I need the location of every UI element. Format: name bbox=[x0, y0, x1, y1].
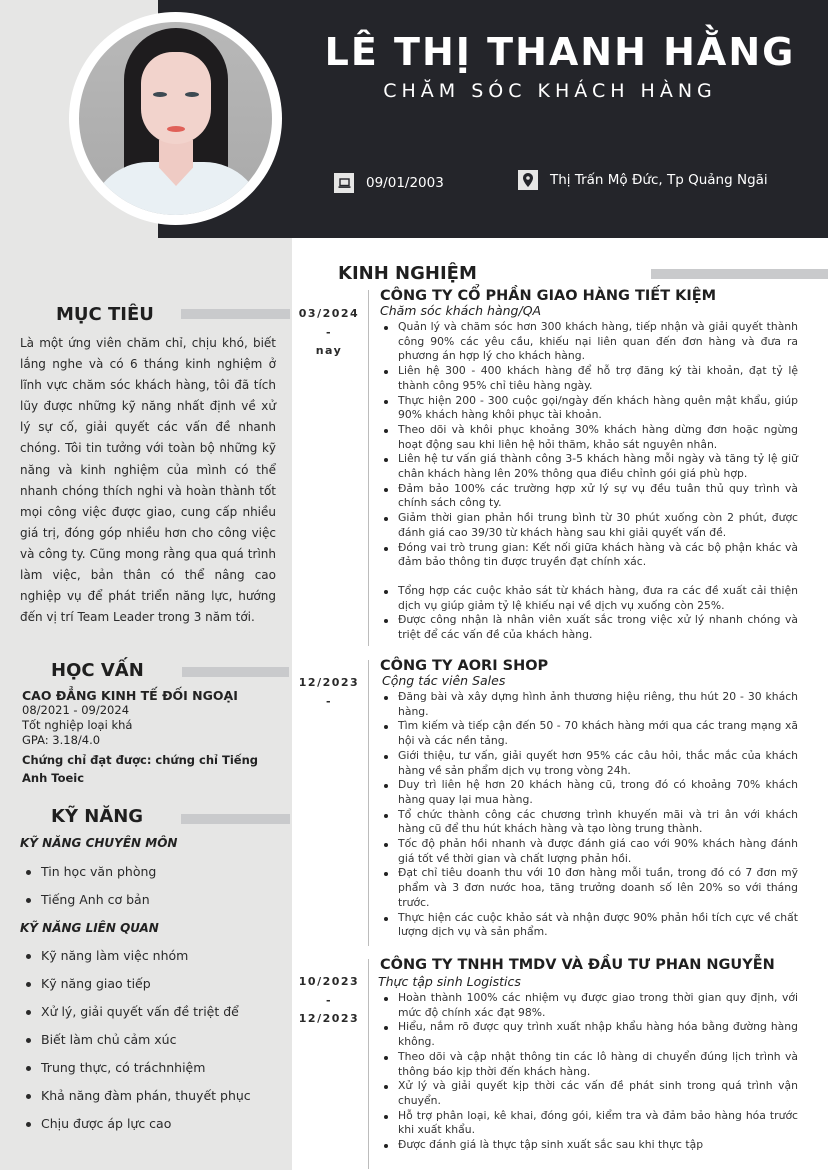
professional-skills-heading: KỸ NĂNG CHUYÊN MÔN bbox=[20, 836, 178, 850]
map-pin-icon bbox=[518, 170, 538, 190]
job-date-end: nay bbox=[315, 344, 343, 357]
job-date-end: 12/2023 bbox=[298, 1012, 360, 1025]
job-bullets bbox=[378, 320, 798, 643]
dob-text: 09/01/2003 bbox=[366, 175, 444, 191]
job-bullet: Xử lý và giải quyết kịp thời các vấn đề phát sinh trong quá trình vận chuyển. bbox=[378, 1079, 798, 1108]
company-name: CÔNG TY TNHH TMDV VÀ ĐẦU TƯ PHAN NGUYỄN bbox=[380, 957, 775, 973]
job-date-separator: - bbox=[325, 325, 333, 339]
job-date-start: 10/2023 bbox=[298, 975, 360, 988]
skill-item: Trung thực, có tráchnhiệm bbox=[22, 1054, 282, 1082]
job-bullet: Tổng hợp các cuộc khảo sát từ khách hàng, đưa ra các đề xuất cải thiện dịch vụ giúp giảm tỷ lệ khiếu nại về dịch vụ xuống còn 25%. bbox=[378, 584, 798, 613]
skill-item: Tin học văn phòng bbox=[22, 858, 282, 886]
job-date-separator: - bbox=[325, 694, 333, 708]
job-bullets bbox=[378, 991, 798, 1153]
job-bullet: Duy trì liên hệ hơn 20 khách hàng cũ, trong đó có khoảng 70% khách hàng quay lại mua hàng. bbox=[378, 778, 798, 807]
candidate-name: LÊ THỊ THANH HẰNG bbox=[324, 30, 796, 74]
education-period: 08/2021 - 09/2024 bbox=[22, 703, 130, 717]
date-of-birth bbox=[334, 173, 444, 193]
company-name: CÔNG TY CỔ PHẦN GIAO HÀNG TIẾT KIỆM bbox=[380, 288, 717, 304]
skill-item: Chịu được áp lực cao bbox=[22, 1110, 282, 1138]
objective-divider bbox=[181, 309, 290, 319]
job-bullet: Tìm kiếm và tiếp cận đến 50 - 70 khách hàng mới qua các trang mạng xã hội và các nền tảng. bbox=[378, 719, 798, 748]
job-role: Thực tập sinh Logistics bbox=[378, 974, 521, 989]
related-skills-heading: KỸ NĂNG LIÊN QUAN bbox=[20, 921, 159, 935]
job-date bbox=[292, 973, 366, 1029]
location-text: Thị Trấn Mộ Đức, Tp Quảng Ngãi bbox=[550, 172, 768, 188]
related-skills-list bbox=[22, 942, 282, 1138]
job-date-start: 12/2023 bbox=[298, 676, 360, 689]
company-name: CÔNG TY AORI SHOP bbox=[380, 658, 549, 674]
job-bullet: Tổ chức thành công các chương trình khuyến mãi và tri ân với khách hàng cũ để thu hút khách hàng và tạo lòng trung thành. bbox=[378, 808, 798, 837]
job-bullet: Theo dõi và khôi phục khoảng 30% khách hàng dừng đơn hoặc ngừng hoạt động sau khi liên hệ hỏi thăm, khảo sát nguyên nhân. bbox=[378, 423, 798, 452]
job-bullet: Đảm bảo 100% các trường hợp xử lý sự vụ đều tuân thủ quy trình và chính sách công ty. bbox=[378, 482, 798, 511]
job-bullet: Giới thiệu, tư vấn, giải quyết hơn 95% các câu hỏi, thắc mắc của khách hàng về sản phẩm dịch vụ trong vòng 24h. bbox=[378, 749, 798, 778]
professional-skills-list bbox=[22, 858, 282, 914]
timeline-line bbox=[368, 959, 369, 1169]
skills-divider bbox=[181, 814, 290, 824]
job-bullet: Đóng vai trò trung gian: Kết nối giữa khách hàng và các bộ phận khác và đảm bảo thông tin được truyền đạt chính xác. bbox=[378, 541, 798, 584]
job-date-separator: - bbox=[325, 993, 333, 1007]
job-date-start: 03/2024 bbox=[298, 307, 360, 320]
job-bullet: Hoàn thành 100% các nhiệm vụ được giao trong thời gian quy định, với mức độ chính xác đạt 98%. bbox=[378, 991, 798, 1020]
objective-text: Là một ứng viên chăm chỉ, chịu khó, biết lắng nghe và có 6 tháng kinh nghiệm ở lĩnh vực chăm sóc khách hàng, tôi đã tích lũy được những kỹ năng nhất định về xử lý sự cố, giải quyết các vấn đề nhanh chóng. Tôi tin tưởng với toàn bộ những kỹ năng và kinh nghiệm của mình có thể nhanh chóng thích nghi và hoàn thành tốt mọi công việc được giao, cung cấp nhiều giá trị, đóng góp nhiều hơn cho công việc và công ty. Cũng mong rằng qua quá trình làm việc, bản thân có thể nâng cao nghiệp vụ để phát triển năng lực, hướng đến vị trí Team Leader trong 3 năm tới. bbox=[20, 336, 276, 625]
job-bullet: Thực hiện các cuộc khảo sát và nhận được 90% phản hồi tích cực về chất lượng dịch vụ và sản phẩm. bbox=[378, 911, 798, 940]
job-bullet: Quản lý và chăm sóc hơn 300 khách hàng, tiếp nhận và giải quyết thành công 90% các yêu cầu, khiếu nại liên quan đến đơn hàng và đưa ra phương án hợp lý cho khách hàng. bbox=[378, 320, 798, 364]
education-gpa: GPA: 3.18/4.0 bbox=[22, 733, 101, 747]
skill-item: Khả năng đàm phán, thuyết phục bbox=[22, 1082, 282, 1110]
skills-heading: KỸ NĂNG bbox=[51, 806, 144, 827]
objective-heading: MỤC TIÊU bbox=[56, 304, 154, 325]
job-bullet: Hiểu, nắm rõ được quy trình xuất nhập khẩu hàng hóa bằng đường hàng không. bbox=[378, 1020, 798, 1049]
job-bullet: Hỗ trợ phân loại, kê khai, đóng gói, kiểm tra và đảm bảo hàng hóa trước khi xuất khẩu. bbox=[378, 1109, 798, 1138]
location bbox=[518, 170, 768, 190]
profile-photo bbox=[79, 22, 272, 215]
skill-item: Kỹ năng giao tiếp bbox=[22, 970, 282, 998]
job-title: CHĂM SÓC KHÁCH HÀNG bbox=[383, 80, 717, 102]
job-bullet: Theo dõi và cập nhật thông tin các lô hàng di chuyển đúng lịch trình và thông báo kịp thời đến khách hàng. bbox=[378, 1050, 798, 1079]
job-bullet: Giảm thời gian phản hồi trung bình từ 30 phút xuống còn 2 phút, được đánh giá cao 39/30 từ khách hàng sau khi giải quyết vấn đề. bbox=[378, 511, 798, 540]
job-bullet: Liên hệ 300 - 400 khách hàng để hỗ trợ đăng ký tài khoản, đạt tỷ lệ thành công 95% chỉ tiêu hàng ngày. bbox=[378, 364, 798, 393]
job-date bbox=[292, 305, 366, 361]
job-role: Cộng tác viên Sales bbox=[382, 673, 506, 688]
experience-heading: KINH NGHIỆM bbox=[338, 263, 477, 284]
laptop-icon bbox=[334, 173, 354, 193]
timeline-line bbox=[368, 660, 369, 946]
job-bullet: Thực hiện 200 - 300 cuộc gọi/ngày đến khách hàng quên mật khẩu, giúp 90% khách hàng khôi phục tài khoản. bbox=[378, 394, 798, 423]
skill-item: Kỹ năng làm việc nhóm bbox=[22, 942, 282, 970]
job-role: Chăm sóc khách hàng/QA bbox=[380, 303, 542, 318]
job-bullet: Được đánh giá là thực tập sinh xuất sắc sau khi thực tập bbox=[378, 1138, 798, 1153]
job-date bbox=[292, 674, 366, 711]
profile-photo-frame bbox=[69, 12, 282, 225]
education-certificate: Chứng chỉ đạt được: chứng chỉ Tiếng Anh Toeic bbox=[22, 753, 258, 785]
education-grade: Tốt nghiệp loại khá bbox=[22, 718, 133, 732]
skill-item: Biết làm chủ cảm xúc bbox=[22, 1026, 282, 1054]
job-bullet: Đạt chỉ tiêu doanh thu với 10 đơn hàng mỗi tuần, trong đó có 7 đơn mỹ phẩm và 3 đơn nước hoa, tăng trưởng doanh số lên 20% so với tháng trước. bbox=[378, 866, 798, 910]
skill-item: Xử lý, giải quyết vấn đề triệt để bbox=[22, 998, 282, 1026]
skill-item: Tiếng Anh cơ bản bbox=[22, 886, 282, 914]
job-bullets bbox=[378, 690, 798, 940]
job-bullet: Đăng bài và xây dựng hình ảnh thương hiệu riêng, thu hút 20 - 30 khách hàng. bbox=[378, 690, 798, 719]
education-divider bbox=[182, 667, 289, 677]
school-name: CAO ĐẲNG KINH TẾ ĐỐI NGOẠI bbox=[22, 688, 238, 703]
timeline-line bbox=[368, 290, 369, 646]
job-bullet: Được công nhận là nhân viên xuất sắc trong việc xử lý nhanh chóng và triệt để các vấn đề của khách hàng. bbox=[378, 613, 798, 642]
education-heading: HỌC VẤN bbox=[51, 660, 144, 681]
job-bullet: Tốc độ phản hồi nhanh và được đánh giá cao với 90% khách hàng đánh giá tốt về thời gian và chất lượng phản hồi. bbox=[378, 837, 798, 866]
job-bullet: Liên hệ tư vấn giá thành công 3-5 khách hàng mỗi ngày và tăng tỷ lệ giữ chân khách hàng lên 20% thông qua điều chỉnh gói giá phù hợp. bbox=[378, 452, 798, 481]
education-entry bbox=[22, 688, 282, 787]
experience-divider bbox=[651, 269, 828, 279]
